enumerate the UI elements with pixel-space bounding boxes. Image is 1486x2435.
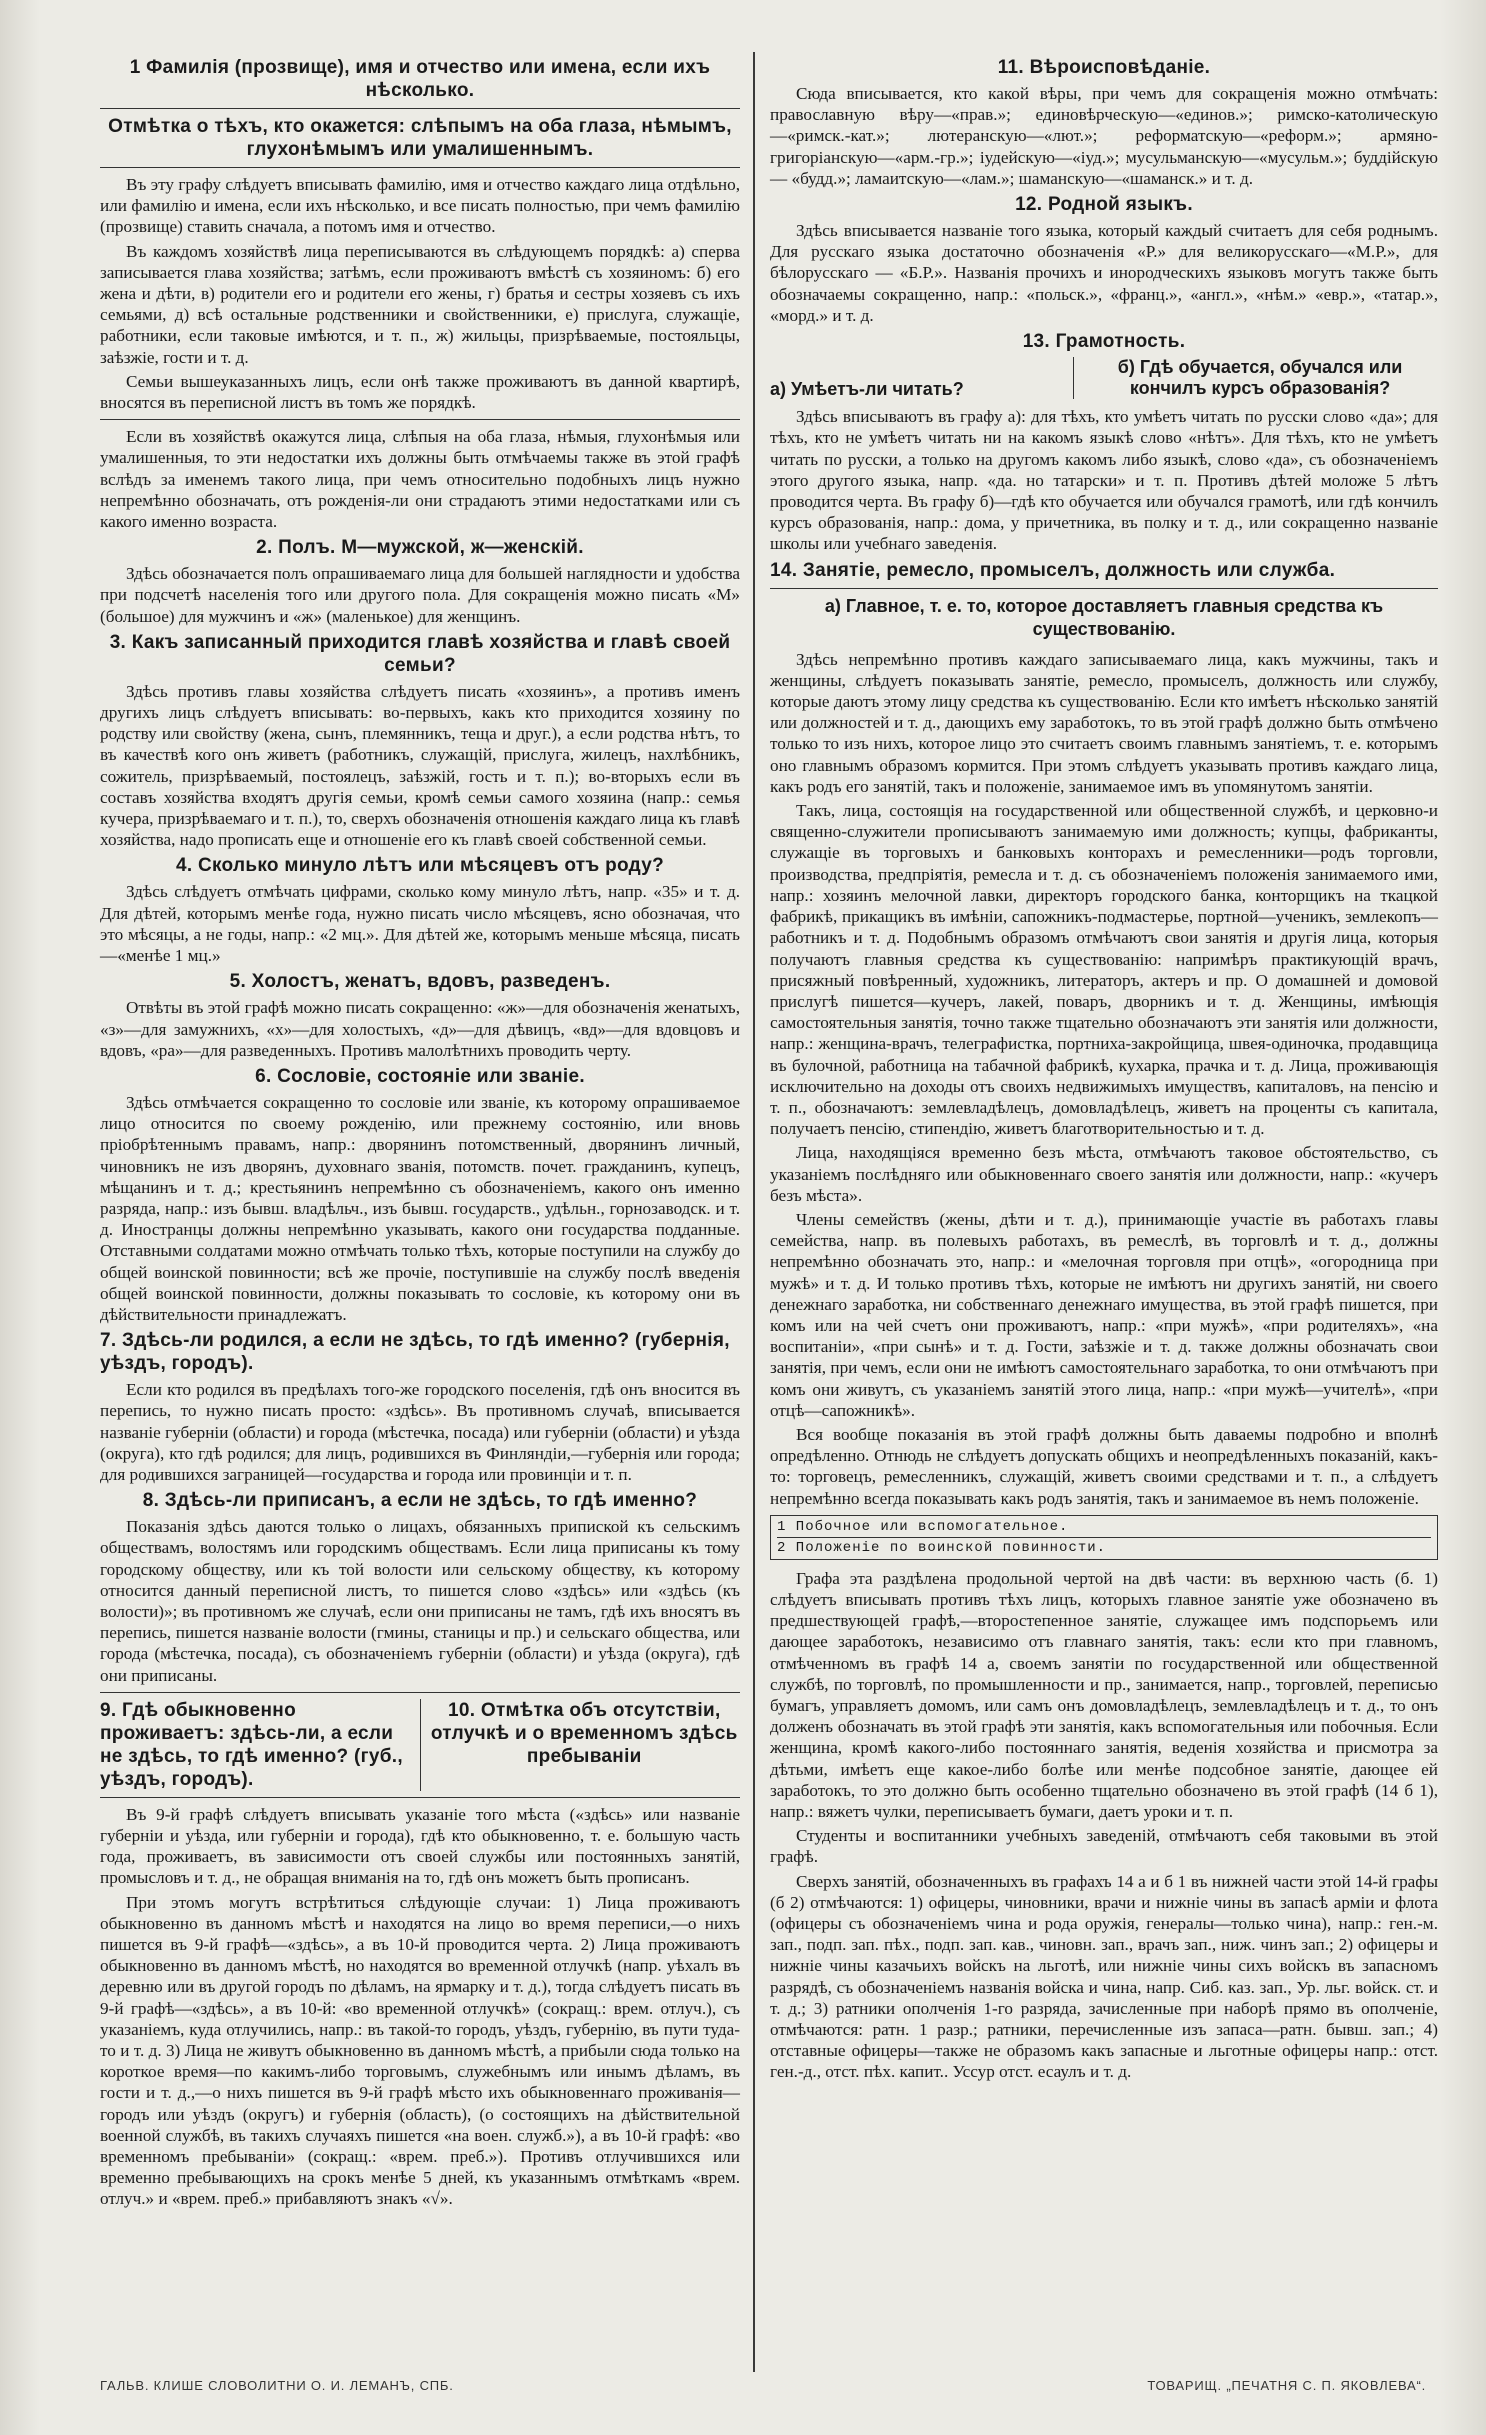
section-1-title: 1 Фамилія (прозвище), имя и отчество или имена, если ихъ нѣсколько. bbox=[129, 57, 711, 101]
section-1-paragraph: Въ эту графу слѣдуетъ вписывать фамилію, имя и отчество каждаго лица отдѣльно, или фамилію и имена, если ихъ нѣсколько, и все писать полностью, при чемъ фамилію (прозвище) ставить сначала, а потомъ имя и отчество. bbox=[100, 175, 740, 237]
section-13-subheaders bbox=[770, 357, 1438, 400]
divider bbox=[100, 419, 740, 420]
divider bbox=[100, 108, 740, 109]
footer-printer-right: ТОВАРИЩ. „ПЕЧАТНЯ С. П. ЯКОВЛЕВА“. bbox=[1147, 2378, 1426, 2393]
right-column bbox=[770, 52, 1438, 2086]
section-14-paragraph: Графа эта раздѣлена продольной чертой на двѣ части: въ верхнюю часть (б. 1) слѣдуетъ вписывать противъ тѣхъ лицъ, которыхъ главное занятіе уже обозначено въ предшествующей графѣ,—второстепенное занятіе, служащее имъ подспорьемъ или дающее заработокъ, независимо отъ главнаго занятія, такъ: если кто при главномъ, отмѣченномъ въ графѣ 14 а, своемъ занятіи по государственной или общественной службѣ, по торговлѣ, по промышленности и пр., занимается, напр., торговлей, переписью бумагъ, управляетъ домомъ, или самъ онъ домовладѣлецъ, землевладѣлецъ и т. д., то онъ долженъ обозначать въ этой графѣ эти занятія, какъ вспомогательныя или побочныя. Если женщина, кромѣ какого-либо постояннаго занятія, веденія хозяйства и присмотра за дѣтьми, имѣетъ еще какое-либо болѣе или менѣе подсобное занятіе, дающее ей заработокъ, то это должно быть особенно тщательно обозначено въ этой графѣ (14 б 1), напр.: вяжетъ чулки, переписываетъ бумаги, даетъ уроки и т. п. bbox=[770, 1568, 1438, 1822]
sections-9-10-header bbox=[100, 1699, 740, 1791]
section-14-b-box bbox=[770, 1515, 1438, 1560]
section-1-paragraph: Семьи вышеуказанныхъ лицъ, если онѣ также проживаютъ въ данной квартирѣ, вносятся въ переписной листъ въ томъ же порядкѣ. bbox=[100, 371, 740, 413]
section-14-paragraph: Студенты и воспитанники учебныхъ заведеній, отмѣчаютъ себя таковыми въ этой графѣ. bbox=[770, 1826, 1438, 1867]
section-7-title: 7. Здѣсь-ли родился, а если не здѣсь, то гдѣ именно? (губернія, уѣздъ, городъ). bbox=[100, 1330, 730, 1375]
section-14-paragraph: Лица, находящіяся временно безъ мѣста, отмѣчаютъ таковое обстоятельство, съ указаніемъ послѣдняго или обыкновеннаго своего занятія или должности, напр.: «кучеръ безъ мѣста». bbox=[770, 1143, 1438, 1205]
section-13-a-label: а) Умѣетъ-ли читать? bbox=[770, 379, 964, 400]
section-7-paragraph: Если кто родился въ предѣлахъ того-же городского поселенія, гдѣ онъ вносится въ перепись, то нужно писать просто: «здѣсь». Въ противномъ случаѣ, вписывается названіе губерніи (области) и города (мѣстечка, посада) или губерніи (области) и уѣзда (округа), кто гдѣ родился; для лицъ, родившихся въ Финляндіи,—губернія или города; для родившихся заграницей—государства и города или провинціи и т. п. bbox=[100, 1380, 740, 1484]
section-10-title: 10. Отмѣтка объ отсутствіи, отлучкѣ и о временномъ здѣсь пребываніи bbox=[430, 1699, 738, 1767]
section-1-paragraph: Въ каждомъ хозяйствѣ лица переписываются въ слѣдующемъ порядкѣ: а) сперва записывается глава хозяйства; затѣмъ, если проживаютъ вмѣстѣ съ хозяиномъ: б) его жена и дѣти, в) родители его и родители его жены, г) братья и сестры хозяевъ съ ихъ семьями, д) всѣ остальные родственники и свойственники, е) прислуга, служащіе, работники, если таковые имѣются, и т. п., ж) жильцы, призрѣваемые, постояльцы, заѣзжіе, гости и т. д. bbox=[100, 241, 740, 367]
section-6-paragraph: Здѣсь отмѣчается сокращенно то сословіе или званіе, къ которому опрашиваемое лицо относится по своему рожденію, или прежнему состоянію, или вновь пріобрѣтеннымъ правамъ, напр.: дворянинъ потомственный, дворянинъ личный, чиновникъ не изъ дворянъ, духовнаго званія, потомств. почет. гражданинъ, купецъ, мѣщанинъ и т. д.; крестьянинъ непремѣнно съ обозначеніемъ, какого онъ именно разряда, напр.: изъ бывш. владѣльч., изъ бывш. государств., удѣльн., горнозаводск. и т. д. Иностранцы должны непремѣнно указывать, какого они государства подданные. Отставными солдатами можно отмѣчать только тѣхъ, которые поступили на службу до общей воинской повинности; всѣ же прочіе, поступившіе на службу послѣ введенія общей воинской повинности, должны показывать то сословіе, къ которому они въ дѣйствительности принадлежатъ. bbox=[100, 1092, 740, 1324]
section-1-note: Отмѣтка о тѣхъ, кто окажется: слѣпымъ на оба глаза, нѣмымъ, глухонѣмымъ или умалишеннымъ. bbox=[108, 116, 732, 160]
section-9-paragraph: При этомъ могутъ встрѣтиться слѣдующіе случаи: 1) Лица проживаютъ обыкновенно въ данномъ мѣстѣ и находятся на лицо во время переписи,—о нихъ пишется въ 9-й графѣ—«здѣсь», а въ 10-й проводится черта. 2) Лица проживаютъ обыкновенно въ данномъ мѣстѣ, но находятся во временной отлучкѣ (напр. уѣхалъ въ деревню или въ другой городъ по дѣламъ, на ярмарку и т. д.), тогда слѣдуетъ писать въ 9-й графѣ—«здѣсь», а въ 10-й: «во временной отлучкѣ» (сокращ.: врем. отлуч.), съ указаніемъ, куда отлучились, напр.: въ такой-то городъ, уѣздъ, губернію, въ пути туда-то и т. д. 3) Лица не живутъ обыкновенно въ данномъ мѣстѣ, а прибыли сюда только на короткое время—по какимъ-либо торговымъ, служебнымъ или инымъ дѣламъ, въ гости и т. д.,—о нихъ пишется въ 9-й графѣ мѣсто ихъ обыкновеннаго проживанія—городъ или уѣздъ (округъ) и губернія (область), (о состоящихъ на дѣйствительной военной службѣ, въ такихъ случаяхъ пишется «на воен. служб.»), а въ 10-й графѣ: «во временномъ пребываніи» (сокращ.: «врем. преб.»). Противъ отлучившихся или временно пребывающихъ на срокъ менѣе 5 дней, къ указаннымъ отмѣткамъ «врем. отлуч.» и «врем. преб.» прибавляютъ знакъ «√». bbox=[100, 1892, 740, 2209]
section-14-paragraph: Такъ, лица, состоящія на государственной или общественной службѣ, и церковно-и священно-служители прописываютъ занимаемую ими должность; купцы, фабриканты, служащіе въ торговыхъ и банковыхъ конторахъ и ремесленники—родъ торговли, производства, предпріятія, ремесла и т. д. съ обозначеніемъ положенія занимаемого ими, напр.: хозяинъ мелочной лавки, директоръ городского банка, конторщикъ на ткацкой фабрикѣ, прикащикъ въ имѣніи, сапожникъ-подмастерье, портной—ученикъ, землекопъ—работникъ и т. д. Подобнымъ образомъ отмѣчаютъ свои занятія и другія лица, которыя получаютъ главныя средства къ существованію: напримѣръ практикующій врачъ, присяжный повѣренный, художникъ, литераторъ, актеръ и пр. О домашней и домовой прислугѣ пишется—кучеръ, лакей, поваръ, дворникъ и т. д. Женщины, имѣющія самостоятельныя занятія, точно также тщательно обозначаютъ эти занятія или должности, напр.: женщина-врачъ, телеграфистка, портниха-закройщица, швея-одиночка, продавщица въ булочной, работница на табачной фабрикѣ, кухарка, прачка и т. д. Лица, проживающія исключительно на доходы отъ своихъ недвижимыхъ имуществъ, капиталовъ, на пенсію и т. п., обозначаютъ: землевладѣлецъ, домовладѣлецъ, живетъ на проценты съ капитала, получаетъ пенсію, стипендію, живетъ благотворительностью и т. д. bbox=[770, 801, 1438, 1139]
section-9-paragraph: Въ 9-й графѣ слѣдуетъ вписывать указаніе того мѣста («здѣсь» или названіе губерніи и уѣзда, или губерніи и города), гдѣ кто обыкновенно, т. е. большую часть года, проживаетъ, въ зависимости отъ своей службы или постоянныхъ занятій, промысловъ и т. д., не обращая вниманія на то, гдѣ онъ можетъ быть прописанъ. bbox=[100, 1804, 740, 1888]
section-8-title: 8. Здѣсь-ли приписанъ, а если не здѣсь, то гдѣ именно? bbox=[142, 1490, 698, 1512]
section-4-paragraph: Здѣсь слѣдуетъ отмѣчать цифрами, сколько кому минуло лѣтъ, напр. «35» и т. д. Для дѣтей, которымъ менѣе года, нужно писать число мѣсяцевъ, ясно обозначая, что это мѣсяцы, а не годы, напр.: «2 мц.». Для дѣтей же, которымъ меньше мѣсяца, писать—«менѣе 1 мц.» bbox=[100, 882, 740, 966]
section-11-paragraph: Сюда вписывается, кто какой вѣры, при чемъ для сокращенія можно отмѣчать: православную вѣру—«прав.»; единовѣрческую—«единов.»; римско-католическую—«римск.-кат.»; лютеранскую—«лют.»; реформатскую—«реформ.»; армяно-григоріанскую—«арм.-гр.»; іудейскую—«іуд.»; мусульманскую—«мусульм.»; буддійскую — «будд.»; ламаитскую—«лам.»; шаманскую—«шаманск.» и т. д. bbox=[770, 84, 1438, 188]
divider bbox=[100, 167, 740, 168]
section-9-header bbox=[100, 1699, 412, 1791]
section-13-title: 13. Грамотность. bbox=[1022, 331, 1186, 353]
section-11-title: 11. Вѣроисповѣданіе. bbox=[997, 57, 1211, 78]
divider bbox=[100, 1797, 740, 1798]
divider bbox=[100, 1692, 740, 1693]
section-5-title: 5. Холостъ, женатъ, вдовъ, разведенъ. bbox=[229, 971, 611, 993]
section-4-title: 4. Сколько минуло лѣтъ или мѣсяцевъ отъ роду? bbox=[175, 855, 665, 877]
section-14-paragraph: Члены семействъ (жены, дѣти и т. д.), принимающіе участіе въ работахъ главы семейства, напр. въ полевыхъ работахъ, въ ремеслѣ, въ торговлѣ и т. д., должны непремѣнно обозначать это, напр.: и «мелочная торговля при отцѣ», «огородница при мужѣ» и т. д. И только противъ тѣхъ, которые не имѣютъ ни другихъ занятій, ни своего денежнаго заработка, ни собственнаго денежнаго имущества, въ этой графѣ пишется, при комъ или на чей счетъ они проживаютъ, напр.: «при мужѣ», «при родителяхъ», «на воспитаніи», «при сынѣ» и т. д. Гости, заѣзжіе и т. д. также должны обозначать свои занятія, при чемъ, если они не имѣютъ самостоятельнаго заработка, то они отмѣчаютъ при комъ они живутъ, съ указаніемъ занятій этого лица, напр.: «при мужѣ—учителѣ», «при отцѣ—сапожникѣ». bbox=[770, 1209, 1438, 1420]
section-14-paragraph: Сверхъ занятій, обозначенныхъ въ графахъ 14 а и б 1 въ нижней части этой 14-й графы (б 2) отмѣчаются: 1) офицеры, чиновники, врачи и нижніе чины въ запасѣ арміи и флота (офицеры съ обозначеніемъ чина и рода оружія, генералы—только чина), напр.: ген.-м. зап., подп. зап. пѣх., подп. зап. кав., чиновн. зап., врачъ зап., ниж. чинъ зап.; 2) офицеры и нижніе чины казачьихъ войскъ на льготѣ, или нижніе чины сихъ войскъ въ запасномъ разрядѣ, съ обозначеніемъ названія войска и чина, напр. Сиб. каз. зап., Ур. льг. войск. ст. и т. д.; 3) ратники ополченія 1-го разряда, зачисленные при наборѣ прямо въ ополченіе, отмѣчаются: ратн. 1 разр.; ратники, перечисленные изъ запаса—ратн. бывш. зап.; 4) отставные офицеры—также не образомъ какъ запасные и льготные офицеры напр.: отст. ген.-д., отст. пѣх. капит.. Уссур отст. есаулъ и т. д. bbox=[770, 1871, 1438, 2082]
section-14-lead: а) Главное, т. е. то, которое доставляетъ главныя средства къ существованію. bbox=[824, 595, 1384, 639]
section-10-header bbox=[420, 1699, 741, 1791]
footer-printer-left: ГАЛЬВ. КЛИШЕ СЛОВОЛИТНИ О. И. ЛЕМАНЪ, СПБ. bbox=[100, 2378, 454, 2393]
section-2-paragraph: Здѣсь обозначается полъ опрашиваемаго лица для большей наглядности и удобства при подсчетѣ населенія того или другого пола. Для сокращенія можно писать «М» (большое) для мужчинъ и «ж» (маленькое) для женщинъ. bbox=[100, 564, 740, 626]
section-3-title: 3. Какъ записанный приходится главѣ хозяйства и главѣ своей семьи? bbox=[109, 631, 731, 676]
section-2-title: 2. Полъ. М—мужской, ж—женскій. bbox=[256, 537, 584, 559]
section-14-b1-label: 1 Побочное или вспомогательное. bbox=[777, 1517, 1431, 1538]
section-9-title: 9. Гдѣ обыкновенно проживаетъ: здѣсь-ли, а если не здѣсь, то гдѣ именно? (губ., уѣздъ, городъ). bbox=[100, 1699, 403, 1790]
section-6-title: 6. Сословіе, состояніе или званіе. bbox=[255, 1065, 585, 1087]
section-12-paragraph: Здѣсь вписывается названіе того языка, который каждый считаетъ для себя роднымъ. Для русскаго языка достаточно обозначенія «Р.» для великорусскаго—«М.Р.», для бѣлорусскаго — «Б.Р.». Названія прочихъ и инородческихъ языковъ могутъ также быть обозначаемы сокращенно, напр.: «польск.», «франц.», «англ.», «нѣм.» «евр.», «татар.», «морд.» и т. д. bbox=[770, 221, 1438, 325]
section-12-title: 12. Родной языкъ. bbox=[1015, 194, 1193, 216]
column-divider bbox=[753, 52, 755, 2372]
section-14-title: 14. Занятіе, ремесло, промыселъ, должность или служба. bbox=[770, 559, 1336, 581]
section-3-paragraph: Здѣсь противъ главы хозяйства слѣдуетъ писать «хозяинъ», а противъ именъ другихъ лицъ слѣдуетъ вписывать: во-первыхъ, какъ кто приходится хозяину по родству или свойству (жена, сынъ, племянникъ, теща и друг.), а если родства нѣтъ, то въ качествѣ кого онъ живетъ (работникъ, служащій, прислуга, жилецъ, нахлѣбникъ, сожитель, призрѣваемый, постоялецъ, заѣзжій, гость и т. п.); во-вторыхъ если въ составъ хозяйства входятъ другія семьи, кромѣ семьи самого хозяина (напр.: семья кучера, призрѣваемаго и т. п.), то, сверхъ обозначенія отношенія каждаго лица къ главѣ хозяйства, надо прописать еще и отношеніе его къ главѣ своей собственной семьи. bbox=[100, 681, 740, 850]
divider bbox=[770, 588, 1438, 589]
section-1-paragraph: Если въ хозяйствѣ окажутся лица, слѣпыя на оба глаза, нѣмыя, глухонѣмыя или умалишенныя, то эти недостатки ихъ должны быть отмѣчаемы также въ этой графѣ вслѣдъ за именемъ такого лица, при чемъ относительно подобныхъ лицъ нужно непремѣнно обозначать, отъ рожденія-ли они страдаютъ этими недостатками или съ какого именно возраста. bbox=[100, 427, 740, 532]
section-14-paragraph: Здѣсь непремѣнно противъ каждаго записываемаго лица, какъ мужчины, такъ и женщины, слѣдуетъ показывать занятіе, ремесло, промыселъ, должность или службу, которые даютъ этому лицу средства къ существованію. Если кто имѣетъ нѣсколько занятій или должностей и т. д., дающихъ ему заработокъ, то въ этой графѣ должно быть отмѣчено только то изъ нихъ, которое лицо это считаетъ своимъ главнымъ занятіемъ, т. е. которымъ оно главнымъ образомъ кормится. При этомъ слѣдуетъ указывать противъ каждаго лица, какъ родъ его занятій, такъ и положеніе, занимаемое имъ въ упомянутомъ занятіи. bbox=[770, 649, 1438, 796]
section-13-paragraph: Здѣсь вписываютъ въ графу а): для тѣхъ, кто умѣетъ читать по русски слово «да»; для тѣхъ, кто не умѣетъ читать ни на какомъ языкѣ слово «нѣтъ». Для тѣхъ, кто не умѣетъ читать по русски, а только на другомъ какомъ либо языкѣ, слово «да», съ обозначеніемъ этого другого языка, напр. «да. но татарски» и т. п. Противъ дѣтей моложе 5 лѣтъ проводится черта. Въ графу б)—гдѣ кто обучается или обучался грамотѣ, или гдѣ кончилъ курсъ образованія, напр.: дома, у причетника, въ полку и т. д., или сокращенно названіе школы или учебнаго заведенія. bbox=[770, 407, 1438, 554]
section-14-paragraph: Вся вообще показанія въ этой графѣ должны быть даваемы подробно и вполнѣ опредѣленно. Отнюдь не слѣдуетъ допускать общихъ и неопредѣленныхъ показаній, какъ-то: торговецъ, ремесленникъ, служащій, живетъ своими средствами и т. п., а слѣдуетъ непремѣнно всегда показывать какъ родъ занятія, такъ и занимаемое въ немъ положеніе. bbox=[770, 1424, 1438, 1508]
section-13-b-label: б) Гдѣ обучается, обучался или кончилъ курсъ образованія? bbox=[1073, 357, 1438, 399]
left-column bbox=[100, 52, 740, 2213]
section-8-paragraph: Показанія здѣсь даются только о лицахъ, обязанныхъ припиской къ сельскимъ обществамъ, волостямъ или городскимъ обществамъ. Если лица приписаны къ тому городскому обществу, или къ той волости или сельскому обществу, къ которому относится данный переписной листъ, то пишется слово «здѣсь» или «здѣсь (къ волости)»; въ противномъ же случаѣ, если они приписаны не тамъ, гдѣ ихъ вносятъ въ перепись, пишется названіе волости (гмины, станицы и пр.) и сельскаго общества, или города (мѣстечка, посада), съ обозначеніемъ губерніи (области) и уѣзда (округа), гдѣ они приписаны. bbox=[100, 1517, 740, 1685]
section-5-paragraph: Отвѣты въ этой графѣ можно писать сокращенно: «ж»—для обозначенія женатыхъ, «з»—для замужнихъ, «х»—для холостыхъ, «д»—для дѣвицъ, «вд»—для вдовцовъ и вдовъ, «ра»—для разведенныхъ. Противъ малолѣтнихъ проводить черту. bbox=[100, 998, 740, 1060]
section-14-b2-label: 2 Положеніе по воинской повинности. bbox=[777, 1539, 1107, 1556]
